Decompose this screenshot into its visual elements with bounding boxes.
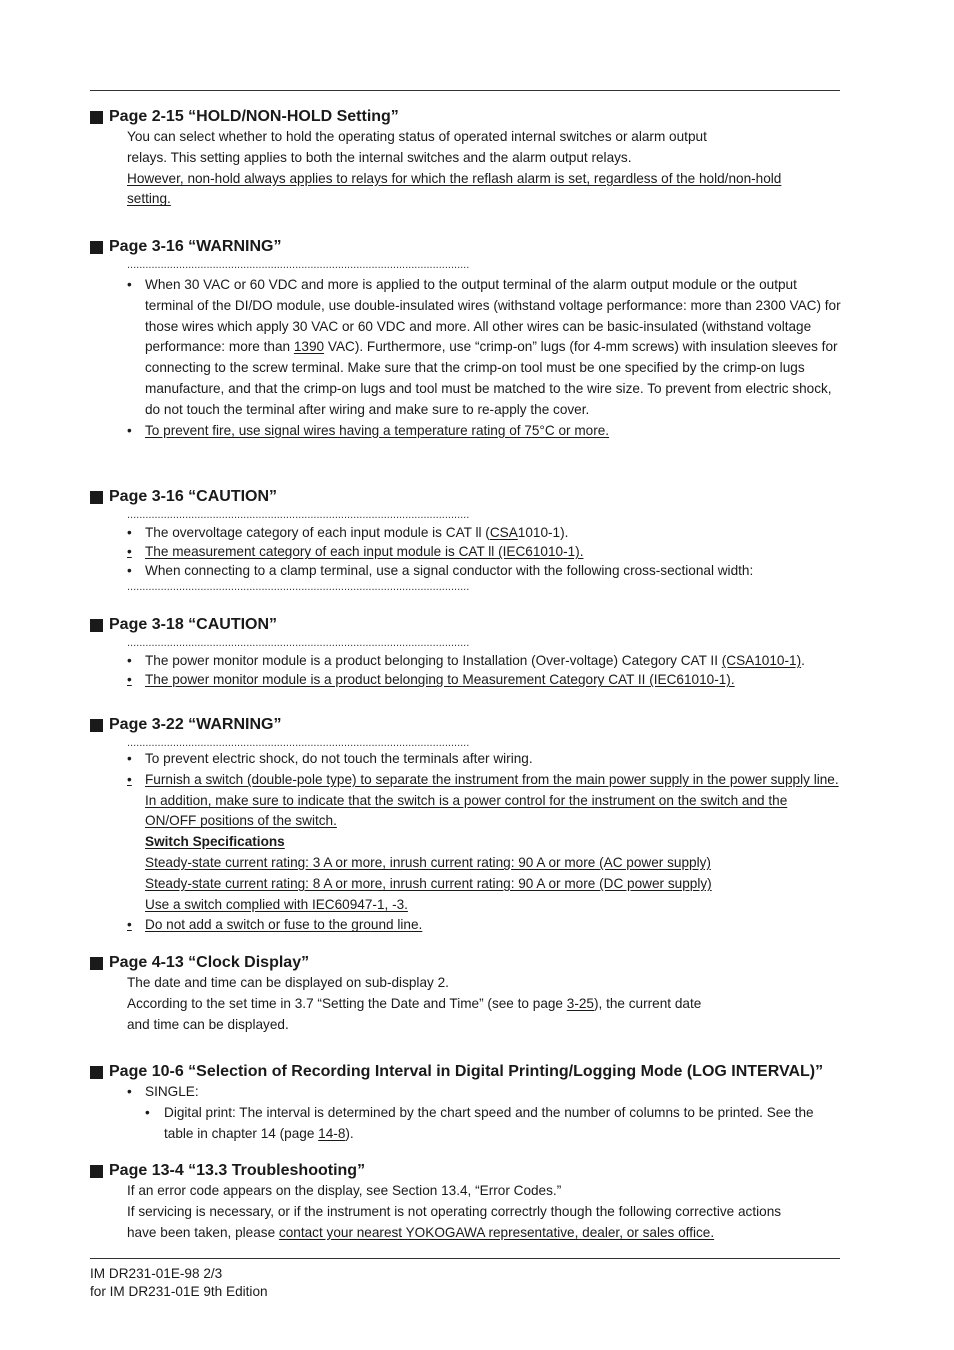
list-item: • Digital print: The interval is determined by the chart speed and the number of columns to be printed. See the table in chapter 14 (page 14-8). (145, 1104, 814, 1141)
footer (90, 1265, 268, 1301)
heading-text: Page 10-6 “Selection of Recording Interval in Digital Printing/Logging Mode (LOG INTERVAL)” (109, 1063, 824, 1080)
list-item: • The overvoltage category of each input module is CAT ll (CSA1010-1). (127, 525, 569, 540)
section-hold-setting (90, 107, 842, 210)
list-item: • When 30 VAC or 60 VDC and more is applied to the output terminal of the alarm output module or the output terminal of the DI/DO module, use double-insulated wires (withstand voltage performance: more than 2300 VAC) for those wires which apply 30 VAC or 60 VDC and more. All other wires can be basic-insulated (withstand voltage performance: more than 1390 VAC). Furthermore, use “crimp-on” lugs (for 4-mm screws) with insulation sleeves for connecting to the screw terminal. Make sure that the crimp-on tool must be one specified by the crimp-on lugs manufacture, and that the crimp-on lugs and tool must be matched to the wire size. To prevent from electric shock, do not touch the terminal after wiring and make sure to re-apply the cover. (127, 277, 841, 417)
list-item: • The measurement category of each input module is CAT ll (IEC61010-1). (127, 544, 584, 560)
text-line: You can select whether to hold the operating status of operated internal switches or alarm output (127, 129, 707, 144)
footer-doc-id: IM DR231-01E-98 2/3 (90, 1266, 223, 1281)
square-bullet-icon (90, 957, 103, 970)
section-heading (90, 715, 842, 735)
list-item: • Do not add a switch or fuse to the ground line. (127, 917, 423, 933)
underlined-text: setting. (127, 191, 171, 207)
section-body (127, 639, 842, 689)
switch-spec-title: Switch Specifications (145, 834, 285, 850)
section-warning-3-16 (90, 237, 842, 441)
list-item: • SINGLE: (127, 1084, 199, 1099)
footer-edition: for IM DR231-01E 9th Edition (90, 1284, 268, 1299)
dotted-separator: ................................................................................................................ (127, 739, 470, 747)
square-bullet-icon (90, 111, 103, 124)
section-heading (90, 237, 842, 257)
list-item: • To prevent fire, use signal wires having a temperature rating of 75°C or more. (127, 421, 842, 442)
section-heading (90, 487, 842, 507)
section-clock-display (90, 953, 842, 1035)
section-troubleshooting (90, 1161, 842, 1243)
switch-spec: Steady-state current rating: 3 A or more, inrush current rating: 90 A or more (AC power supply) (145, 854, 711, 870)
list-item: • The power monitor module is a product belonging to Installation (Over-voltage) Category CAT II (CSA1010-1). (127, 653, 805, 668)
section-heading (90, 953, 842, 973)
switch-spec: Steady-state current rating: 8 A or more, inrush current rating: 90 A or more (DC power supply) (145, 875, 712, 891)
section-caution-3-18 (90, 615, 842, 689)
section-body (127, 511, 842, 591)
text-line: relays. This setting applies to both the internal switches and the alarm output relays. (127, 149, 632, 165)
section-log-interval (90, 1062, 842, 1144)
list-item: • The power monitor module is a product belonging to Measurement Category CAT II (IEC61010-1). (127, 672, 735, 688)
top-rule (90, 90, 840, 91)
section-body (127, 739, 842, 936)
list-item: • When connecting to a clamp terminal, use a signal conductor with the following cross-sectional width: (127, 563, 754, 579)
list-item: • Furnish a switch (double-pole type) to separate the instrument from the main power supply in the power supply line. In addition, make sure to indicate that the switch is a power control for the instrument on the switch and the ON/OFF positions of the switch. (127, 771, 839, 829)
section-heading (90, 1062, 842, 1082)
section-body: If an error code appears on the display, see Section 13.4, “Error Codes.” If servicing is necessary, or if the instrument is not operating correctrly though the following corrective actions have been taken, please contact your nearest YOKOGAWA representative, dealer, or sales office. (127, 1183, 782, 1240)
dotted-separator: ................................................................................................................ (127, 261, 470, 269)
heading-text: Page 13-4 “13.3 Troubleshooting” (109, 1162, 366, 1179)
square-bullet-icon (90, 1165, 103, 1178)
bullet: • (127, 422, 132, 438)
dotted-separator: ................................................................................................................ (127, 639, 470, 647)
square-bullet-icon (90, 1066, 103, 1079)
square-bullet-icon (90, 491, 103, 504)
heading-text: Page 4-13 “Clock Display” (109, 954, 310, 971)
section-body: The date and time can be displayed on sub-display 2. According to the set time in 3.7 “Setting the Date and Time” (see to page 3-25), the current date and time can be displayed. (127, 975, 702, 1032)
section-body (127, 261, 842, 441)
section-heading (90, 1161, 842, 1181)
heading-text: Page 2-15 “HOLD/NON-HOLD Setting” (109, 108, 399, 125)
heading-text: Page 3-18 “CAUTION” (109, 616, 278, 633)
square-bullet-icon (90, 241, 103, 254)
heading-text: Page 3-16 “WARNING” (109, 238, 282, 255)
section-caution-3-16 (90, 487, 842, 591)
square-bullet-icon (90, 619, 103, 632)
section-body (127, 1082, 842, 1144)
switch-spec: Use a switch complied with IEC60947-1, -3. (145, 896, 408, 912)
section-body (127, 127, 842, 210)
dotted-separator: ................................................................................................................ (127, 511, 470, 519)
underlined-text: However, non-hold always applies to relays for which the reflash alarm is set, regardless of the hold/non-hold (127, 170, 782, 186)
square-bullet-icon (90, 719, 103, 732)
section-warning-3-22 (90, 715, 842, 936)
list-item: • To prevent electric shock, do not touch the terminals after wiring. (127, 751, 533, 766)
dotted-separator: ................................................................................................................ (127, 582, 470, 591)
bottom-rule (90, 1258, 840, 1259)
bullet: • (127, 277, 132, 292)
section-heading (90, 615, 842, 635)
heading-text: Page 3-22 “WARNING” (109, 716, 282, 733)
heading-text: Page 3-16 “CAUTION” (109, 488, 278, 505)
section-heading (90, 107, 842, 127)
